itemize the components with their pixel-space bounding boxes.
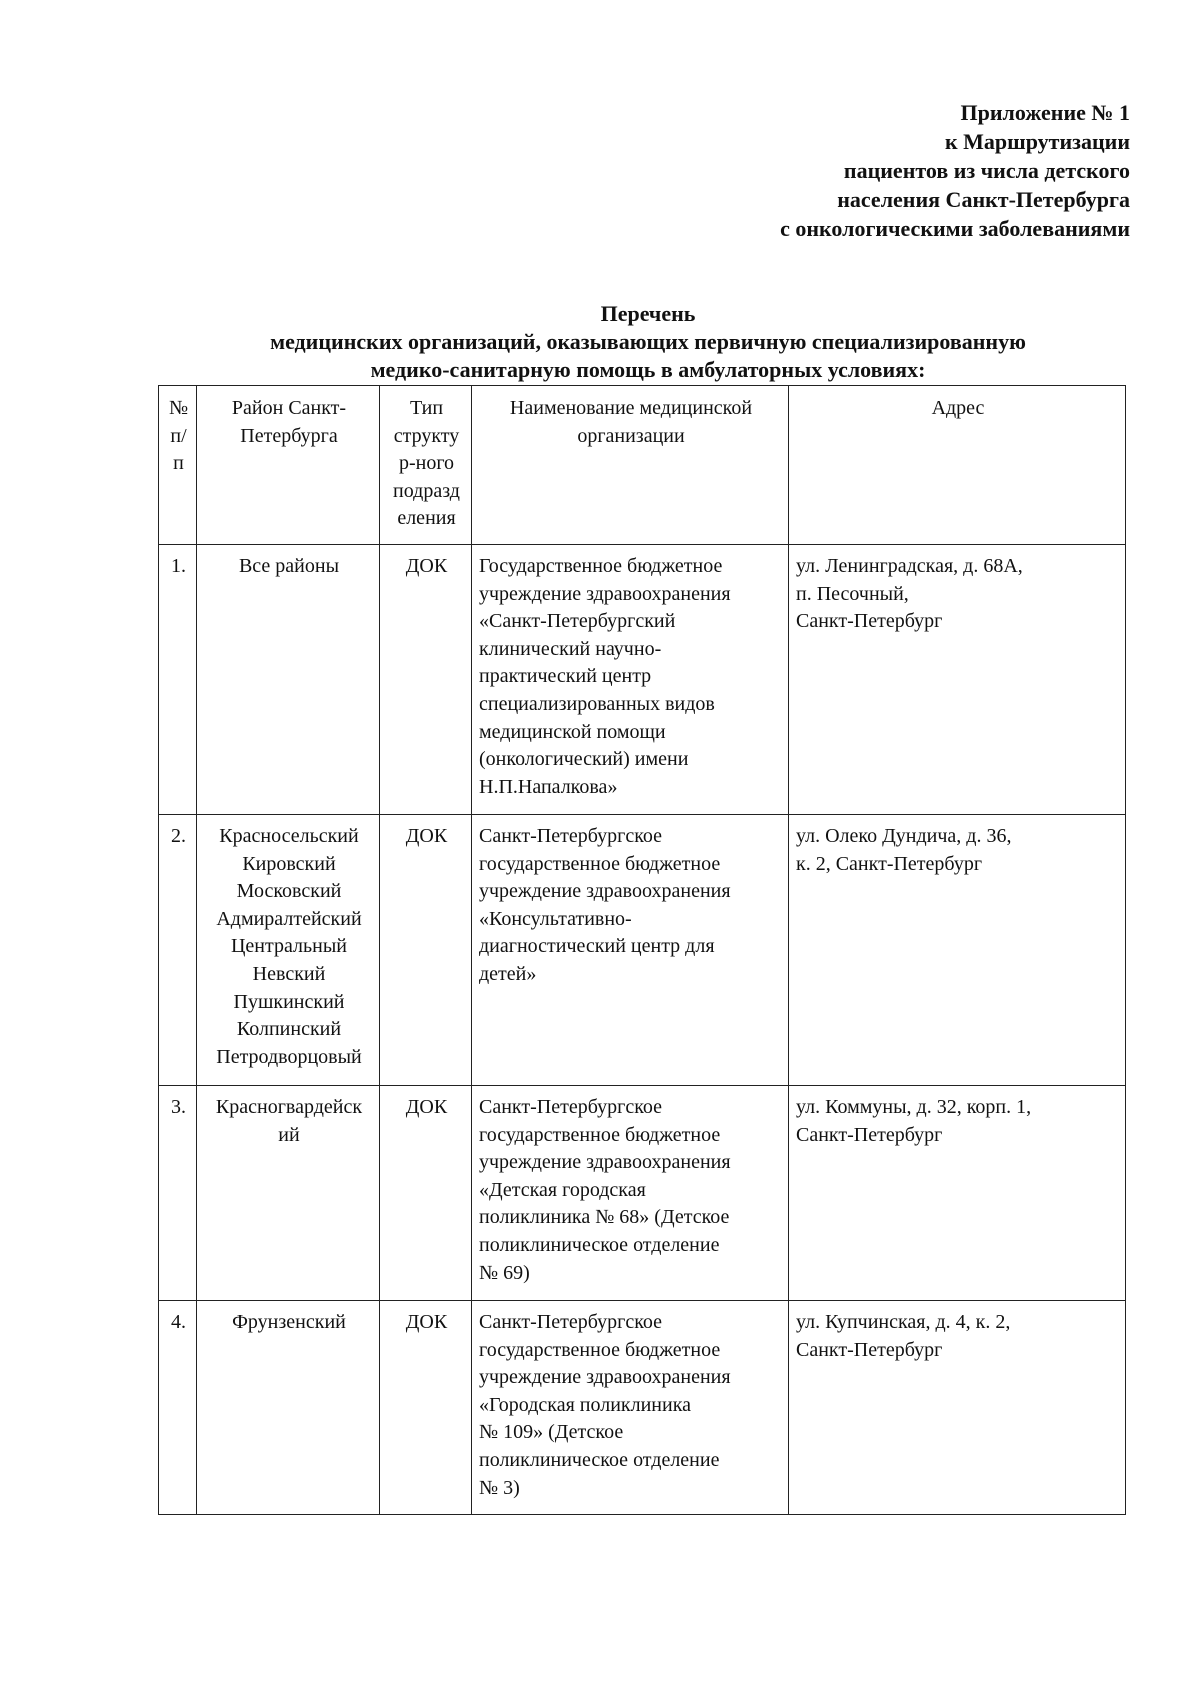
cell-name: Государственное бюджетное учреждение здравоохранения «Санкт-Петербургский клинический научно- практический центр специализированных видов медицинской помощи (онкологический) имени Н.П.Напалкова» bbox=[472, 545, 789, 815]
header-district: Район Санкт- Петербурга bbox=[197, 386, 380, 545]
cell-address: ул. Коммуны, д. 32, корп. 1, Санкт-Петербург bbox=[789, 1086, 1126, 1301]
cell-num: 1. bbox=[159, 545, 197, 815]
title-line: медицинских организаций, оказывающих первичную специализированную bbox=[270, 329, 1026, 354]
cell-address: ул. Купчинская, д. 4, к. 2, Санкт-Петербург bbox=[789, 1301, 1126, 1515]
cell-num: 3. bbox=[159, 1086, 197, 1301]
cell-district: Все районы bbox=[197, 545, 380, 815]
cell-district: Красногвардейск ий bbox=[197, 1086, 380, 1301]
header-name: Наименование медицинской организации bbox=[472, 386, 789, 545]
title-line: Перечень bbox=[600, 301, 696, 326]
appendix-line: пациентов из числа детского bbox=[843, 158, 1130, 183]
cell-district: Красносельский Кировский Московский Адмиралтейский Центральный Невский Пушкинский Колпинский Петродворцовый bbox=[197, 815, 380, 1086]
table-row bbox=[159, 1301, 1126, 1515]
cell-name: Санкт-Петербургское государственное бюджетное учреждение здравоохранения «Городская поликлиника № 109» (Детское поликлиническое отделение № 3) bbox=[472, 1301, 789, 1515]
cell-address: ул. Ленинградская, д. 68А, п. Песочный, Санкт-Петербург bbox=[789, 545, 1126, 815]
cell-type: ДОК bbox=[380, 545, 472, 815]
appendix-line: с онкологическими заболеваниями bbox=[780, 216, 1130, 241]
appendix-line: Приложение № 1 bbox=[960, 100, 1130, 125]
table-header-row bbox=[159, 386, 1126, 545]
organizations-table bbox=[158, 385, 1126, 1515]
cell-district: Фрунзенский bbox=[197, 1301, 380, 1515]
table-row bbox=[159, 545, 1126, 815]
cell-num: 4. bbox=[159, 1301, 197, 1515]
title-line: медико-санитарную помощь в амбулаторных условиях: bbox=[370, 357, 926, 382]
cell-address: ул. Олеко Дундича, д. 36, к. 2, Санкт-Петербург bbox=[789, 815, 1126, 1086]
header-type: Тип структу р-ного подразд еления bbox=[380, 386, 472, 545]
appendix-line: к Маршрутизации bbox=[944, 129, 1130, 154]
cell-name: Санкт-Петербургское государственное бюджетное учреждение здравоохранения «Детская городская поликлиника № 68» (Детское поликлиническое отделение № 69) bbox=[472, 1086, 789, 1301]
cell-name: Санкт-Петербургское государственное бюджетное учреждение здравоохранения «Консультативно- диагностический центр для детей» bbox=[472, 815, 789, 1086]
cell-num: 2. bbox=[159, 815, 197, 1086]
appendix-heading bbox=[780, 98, 1130, 243]
cell-type: ДОК bbox=[380, 1301, 472, 1515]
appendix-line: населения Санкт-Петербурга bbox=[837, 187, 1130, 212]
document-title bbox=[160, 300, 1136, 384]
table-row bbox=[159, 815, 1126, 1086]
table-row bbox=[159, 1086, 1126, 1301]
header-num: № п/ п bbox=[159, 386, 197, 545]
cell-type: ДОК bbox=[380, 1086, 472, 1301]
header-address: Адрес bbox=[789, 386, 1126, 545]
cell-type: ДОК bbox=[380, 815, 472, 1086]
